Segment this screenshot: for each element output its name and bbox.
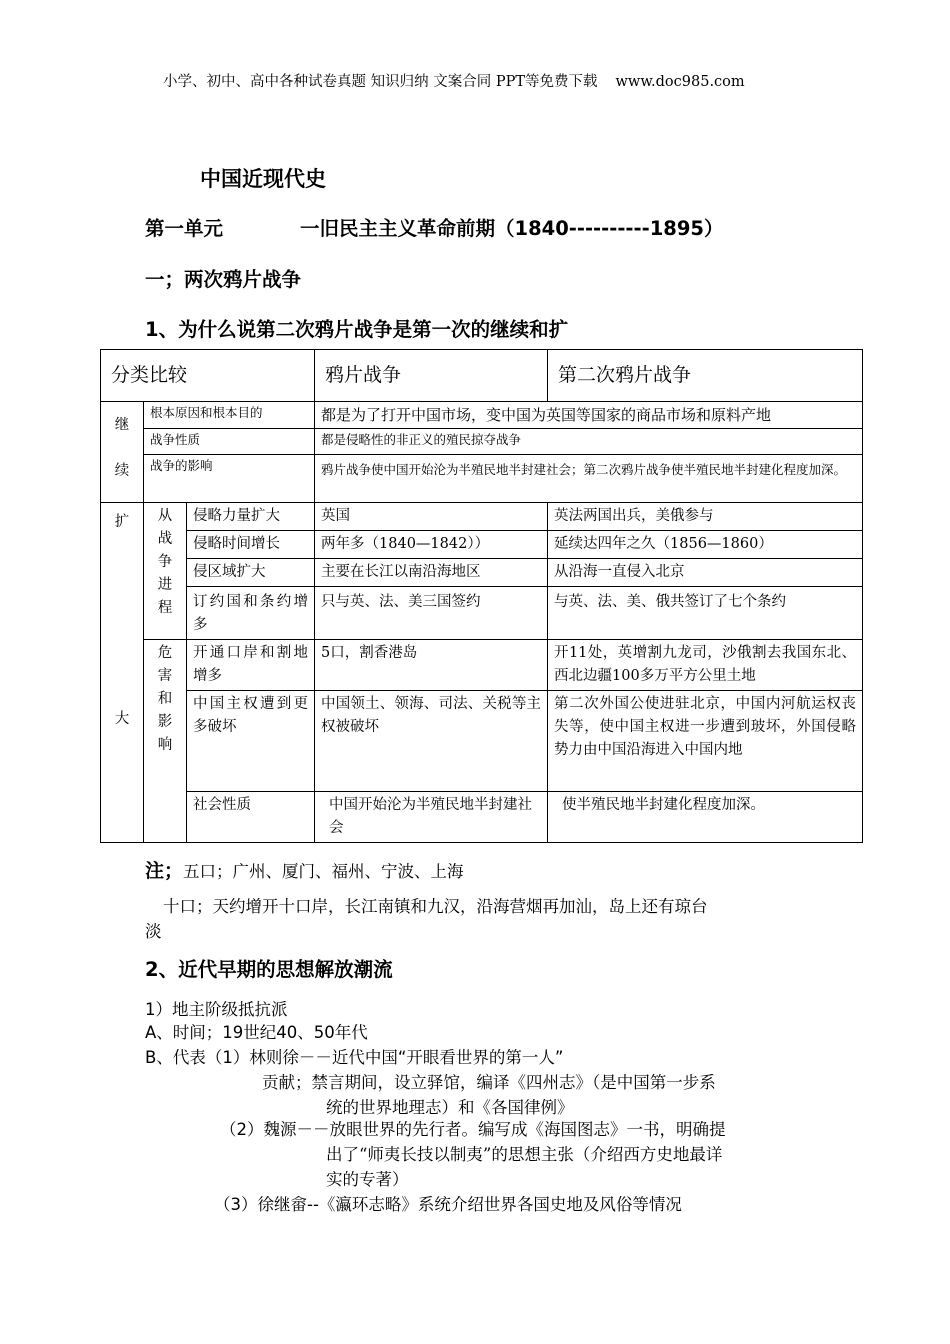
row-first: 两年多（1840—1842）） <box>315 531 548 559</box>
table-row <box>101 792 863 843</box>
table-row <box>101 429 863 455</box>
question-heading-1: 1、为什么说第二次鸦片战争是第一次的继续和扩 <box>145 318 569 341</box>
row-item: 侵区域扩大 <box>187 559 315 587</box>
row-second: 使半殖民地半封建化程度加深。 <box>548 792 863 843</box>
row-second: 英法两国出兵，美俄参与 <box>548 503 863 531</box>
rep2-line-1: （2）魏源－－放眼世界的先行者。编写成《海国图志》一书，明确提 <box>220 1120 726 1139</box>
row-item: 根本原因和根本目的 <box>144 402 315 429</box>
row-item: 订约国和条约增多 <box>187 587 315 640</box>
row-item: 侵略力量扩大 <box>187 503 315 531</box>
table-row <box>101 640 863 691</box>
rep1-contrib-line-2: 统的世界地理志）和《各国律例》 <box>326 1098 574 1117</box>
row-first: 英国 <box>315 503 548 531</box>
header-category: 分类比较 <box>101 350 315 402</box>
group-process-label: 从 战 争 进 程 <box>144 503 187 640</box>
row-second: 第二次外国公使进驻北京，中国内河航运权丧失等，使中国主权进一步遭到玻坏，外国侵略势力由中国沿海进入中国内地 <box>548 691 863 792</box>
row-item: 开通口岸和割地增多 <box>187 640 315 691</box>
row-item: 战争的影响 <box>144 455 315 503</box>
rep2-line-2: 出了“师夷长技以制夷”的思想主张（介绍西方史地最详 <box>326 1145 723 1164</box>
header-text: 小学、初中、高中各种试卷真题 知识归纳 文案合同 PPT等免费下载 <box>163 74 598 90</box>
row-second: 延续达四年之久（1856—1860） <box>548 531 863 559</box>
note-line-2: 十口；天约增开十口岸，长江南镇和九汉，沿海营烟再加汕，岛上还有琼台 <box>163 897 708 916</box>
rep2-line-3: 实的专著） <box>326 1170 409 1189</box>
rep1-contrib-line-1: 贡献；禁言期间，设立驿馆，编译《四州志》（是中国第一步系 <box>262 1073 716 1092</box>
table-header-row <box>101 350 863 402</box>
table-row <box>101 402 863 429</box>
rep3-line: （3）徐继畲--《瀛环志略》系统介绍世界各国史地及风俗等情况 <box>214 1195 682 1214</box>
row-merged: 都是侵略性的非正义的殖民掠夺战争 <box>315 429 863 455</box>
row-first: 中国开始沦为半殖民地半封建社会 <box>315 792 548 843</box>
expand-label: 扩 大 <box>101 503 144 843</box>
page-title: 中国近现代史 <box>200 167 326 191</box>
row-item: 侵略时间增长 <box>187 531 315 559</box>
row-item: 战争性质 <box>144 429 315 455</box>
table-row <box>101 531 863 559</box>
table-row <box>101 455 863 503</box>
row-first: 主要在长江以南沿海地区 <box>315 559 548 587</box>
page-header <box>163 70 745 91</box>
row-item: 社会性质 <box>187 792 315 843</box>
table-row <box>101 559 863 587</box>
section-heading-1: 一；两次鸦片战争 <box>145 268 302 291</box>
header-second-war: 第二次鸦片战争 <box>548 350 863 402</box>
comparison-table <box>100 349 863 843</box>
rep1-line: B、代表（1）林则徐－－近代中国“开眼看世界的第一人” <box>145 1048 564 1067</box>
header-first-war: 鸦片战争 <box>315 350 548 402</box>
row-second: 从沿海一直侵入北京 <box>548 559 863 587</box>
row-first: 5口，割香港岛 <box>315 640 548 691</box>
question-heading-2: 2、近代早期的思想解放潮流 <box>145 958 393 981</box>
row-item: 中国主权遭到更多破坏 <box>187 691 315 792</box>
row-merged: 鸦片战争使中国开始沦为半殖民地半封建社会；第二次鸦片战争使半殖民地半封建化程度加深。 <box>315 455 863 503</box>
note-line-1: 注；五口；广州、厦门、福州、宁波、上海 <box>145 860 464 882</box>
continue-label: 继 续 <box>101 402 144 503</box>
unit-name: 一旧民主主义革命前期（1840----------1895） <box>300 217 724 240</box>
table-row <box>101 691 863 792</box>
table-row <box>101 587 863 640</box>
row-second: 与英、法、美、俄共签订了七个条约 <box>548 587 863 640</box>
row-first: 只与英、法、美三国签约 <box>315 587 548 640</box>
time-line: A、时间；19世纪40、50年代 <box>145 1023 368 1042</box>
group-impact-label: 危 害 和 影 响 <box>144 640 187 843</box>
row-first: 中国领土、领海、司法、关税等主权被破坏 <box>315 691 548 792</box>
school-heading: 1）地主阶级抵抗派 <box>145 1000 288 1019</box>
row-second: 开11处，英增割九龙司，沙俄割去我国东北、西北边疆100多万平方公里土地 <box>548 640 863 691</box>
header-url[interactable]: www.doc985.com <box>615 74 745 90</box>
table-row <box>101 503 863 531</box>
note-line-3: 淡 <box>145 922 162 941</box>
row-merged: 都是为了打开中国市场，变中国为英国等国家的商品市场和原料产地 <box>315 402 863 429</box>
note-label: 注； <box>145 860 184 882</box>
unit-label: 第一单元 <box>145 217 224 240</box>
